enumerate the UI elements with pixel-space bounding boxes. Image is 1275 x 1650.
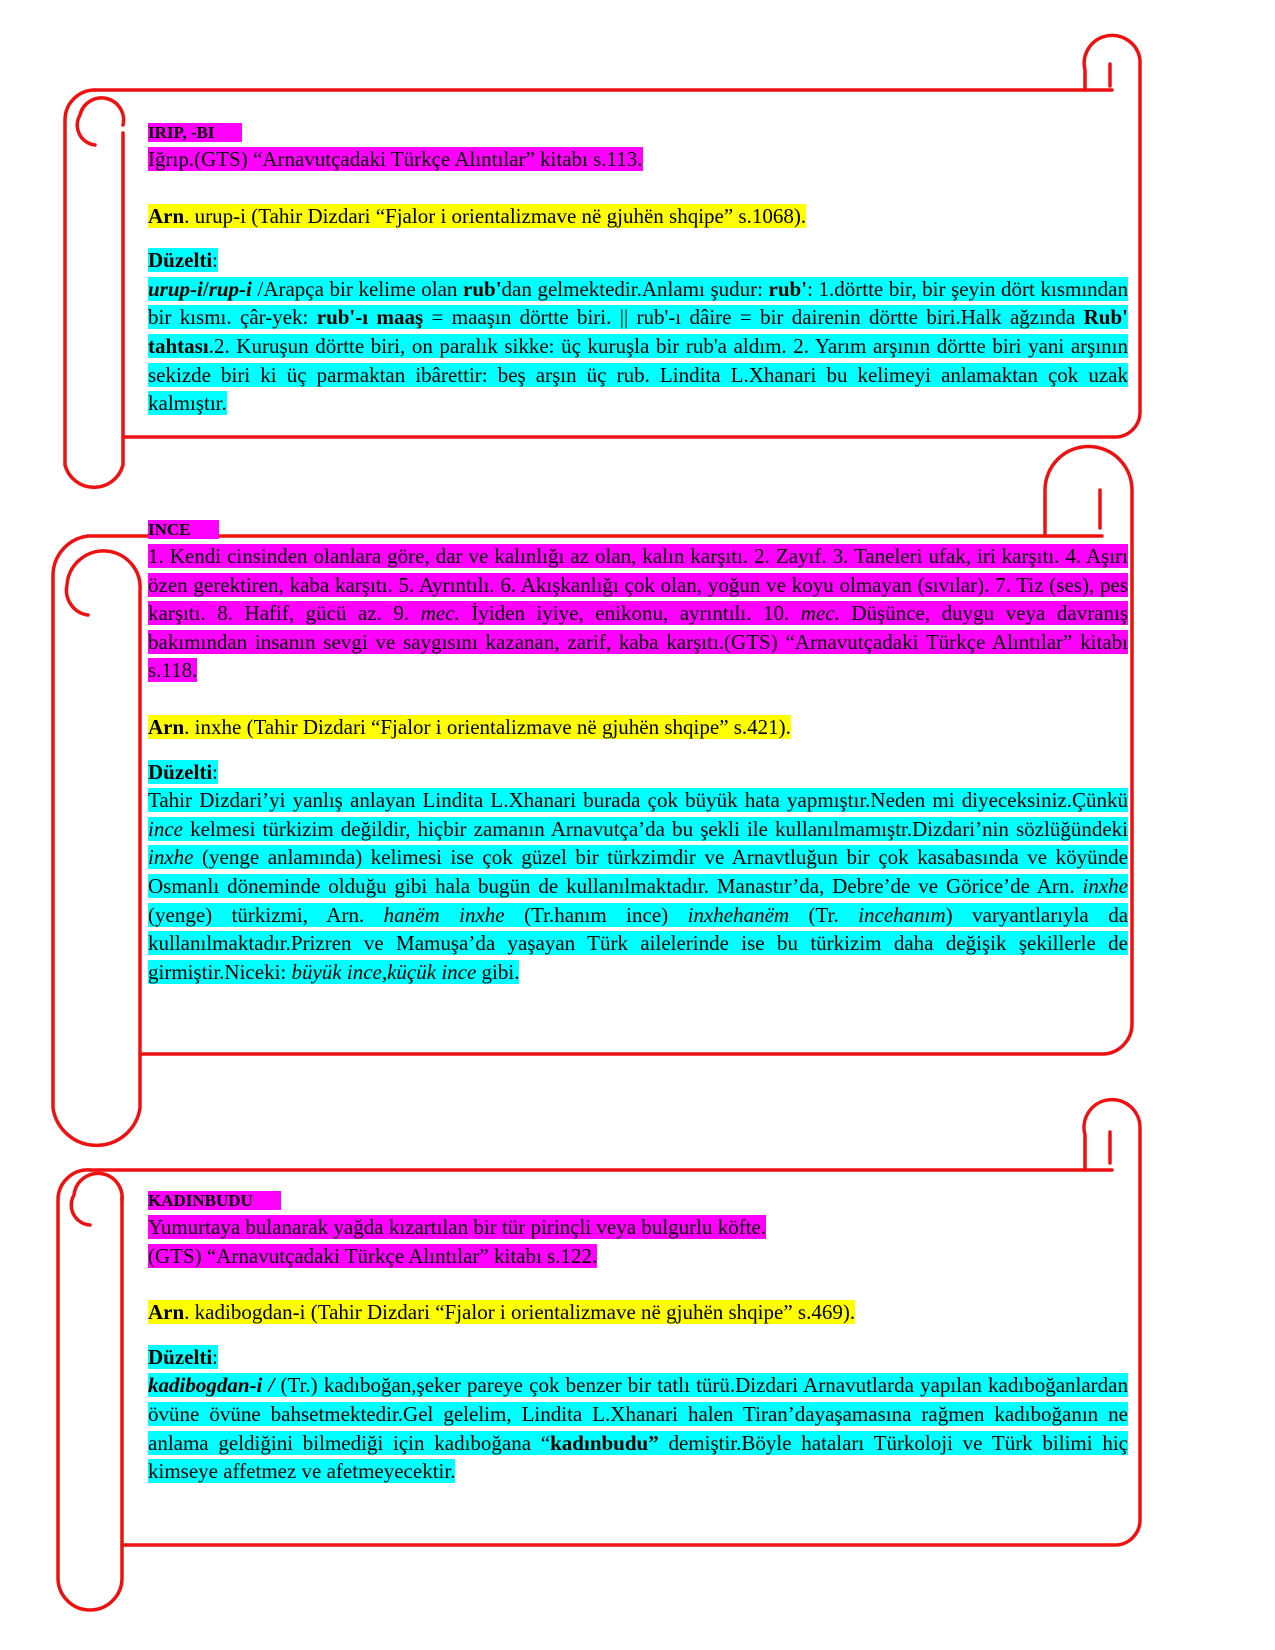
gts-definition-line-2: (GTS) “Arnavutçadaki Türkçe Alıntılar” kitabı s.122.	[148, 1243, 598, 1268]
duzelti-heading: Düzelti:	[148, 759, 218, 784]
arn-label: Arn	[148, 203, 185, 228]
duzelti-body: kadibogdan-i / (Tr.) kadıboğan,şeker pareye çok benzer bir tatlı türü.Dizdari Arnavutlarda yapılan kadıboğanlardan övüne övüne bahsetmektedir.Gel gelelim, Lindita L.Xhanari halen Tiran’dayaşamasına rağmen kadıboğanın ne anlama geldiğini bilmediği için kadıboğana “kadınbudu” demiştir.Böyle hataları Türkoloji ve Türk bilimi hiç kimseye affetmez ve afetmeyecektir.	[148, 1373, 1129, 1484]
duzelti-body: urup-i/rup-i /Arapça bir kelime olan rub'dan gelmektedir.Anlamı şudur: rub': 1.dörtte bir, bir şeyin dört kısmından bir kısmı. çâr-yek: rub'-ı maaş = maaşın dörtte biri. || rub'-ı dâire = bir dairenin dörtte biri.Halk ağzında Rub' tahtası.2. Kuruşun dörtte biri, on paralık sikke: üç kuruşla bir rub'a aldım. 2. Yarım arşının dörtte biri yani arşının sekizde biri ki üç parmaktan ibârettir: beş arşın üç rub. Lindita L.Xhanari bu kelimeyi anlamaktan çok uzak kalmıştır.	[148, 276, 1128, 416]
headword: INCE	[148, 520, 219, 539]
gts-definition: 1. Kendi cinsinden olanlara göre, dar ve kalınlığı az olan, kalın karşıtı. 2. Zayıf. 3. Taneleri ufak, iri karşıtı. 4. Aşırı özen gerektiren, kaba karşıtı. 5. Ayrıntılı. 6. Akışkanlığı çok olan, yoğun ve koyu olmayan (sıvılar). 7. Tiz (ses), pes karşıtı. 8. Hafif, gücü az. 9. mec. İyiden iyiye, enikonu, ayrıntılı. 10. mec. Düşünce, duygu veya davranış bakımından insanın sevgi ve saygısını kazanan, zarif, kaba karşıtı.(GTS) “Arnavutçadaki Türkçe Alıntılar” kitabı s.118.	[148, 544, 1129, 683]
arn-reference	[148, 204, 806, 228]
entry-3	[148, 1189, 1128, 1486]
arn-label: Arn	[148, 714, 185, 739]
headword: IRIP, -BI	[148, 123, 242, 142]
arn-text: . kadibogdan-i (Tahir Dizdari “Fjalor i orientalizmave në gjuhën shqipe” s.469).	[184, 1300, 856, 1325]
duzelti-body: Tahir Dizdari’yi yanlış anlayan Lindita L.Xhanari burada çok büyük hata yapmıştır.Neden mi diyeceksiniz.Çünkü ince kelmesi türkizim değildir, hiçbir zamanın Arnavutça’da bu şekli ile kullanılmamıştr.Dizdari’nin sözlüğündeki inxhe (yenge anlamında) kelimesi ise çok güzel bir türkzimdir ve Arnavtluğun bir çok kasabasında ve köyünde Osmanlı döneminde olduğu gibi hala bugün de kullanılmaktadır. Manastır’da, Debre’de ve Görice’de Arn. inxhe (yenge) türkizmi, Arn. hanëm inxhe (Tr.hanım ince) inxhehanëm (Tr. incehanım) varyantlarıyla da kullanılmaktadır.Prizren ve Mamuşa’da yaşayan Türk ailelerinde ise bu türkizim daha değişik şekillerle de girmiştir.Niceki: büyük ince,küçük ince gibi.	[148, 788, 1129, 984]
entry-2	[148, 518, 1128, 986]
arn-text: . inxhe (Tahir Dizdari “Fjalor i orientalizmave në gjuhën shqipe” s.421).	[184, 714, 791, 739]
arn-reference	[148, 1300, 855, 1324]
gts-definition: Iğrıp.(GTS) “Arnavutçadaki Türkçe Alıntılar” kitabı s.113.	[148, 147, 643, 171]
arn-label: Arn	[148, 1300, 185, 1325]
headword: KADINBUDU	[148, 1191, 281, 1210]
duzelti-heading: Düzelti:	[148, 1344, 218, 1369]
gts-definition-line-1: Yumurtaya bulanarak yağda kızartılan bir tür pirinçli veya bulgurlu köfte.	[148, 1215, 767, 1239]
duzelti-heading: Düzelti:	[148, 248, 218, 273]
arn-text: . urup-i (Tahir Dizdari “Fjalor i orientalizmave në gjuhën shqipe” s.1068).	[184, 203, 807, 228]
arn-reference	[148, 715, 791, 739]
entry-1	[148, 121, 1128, 418]
